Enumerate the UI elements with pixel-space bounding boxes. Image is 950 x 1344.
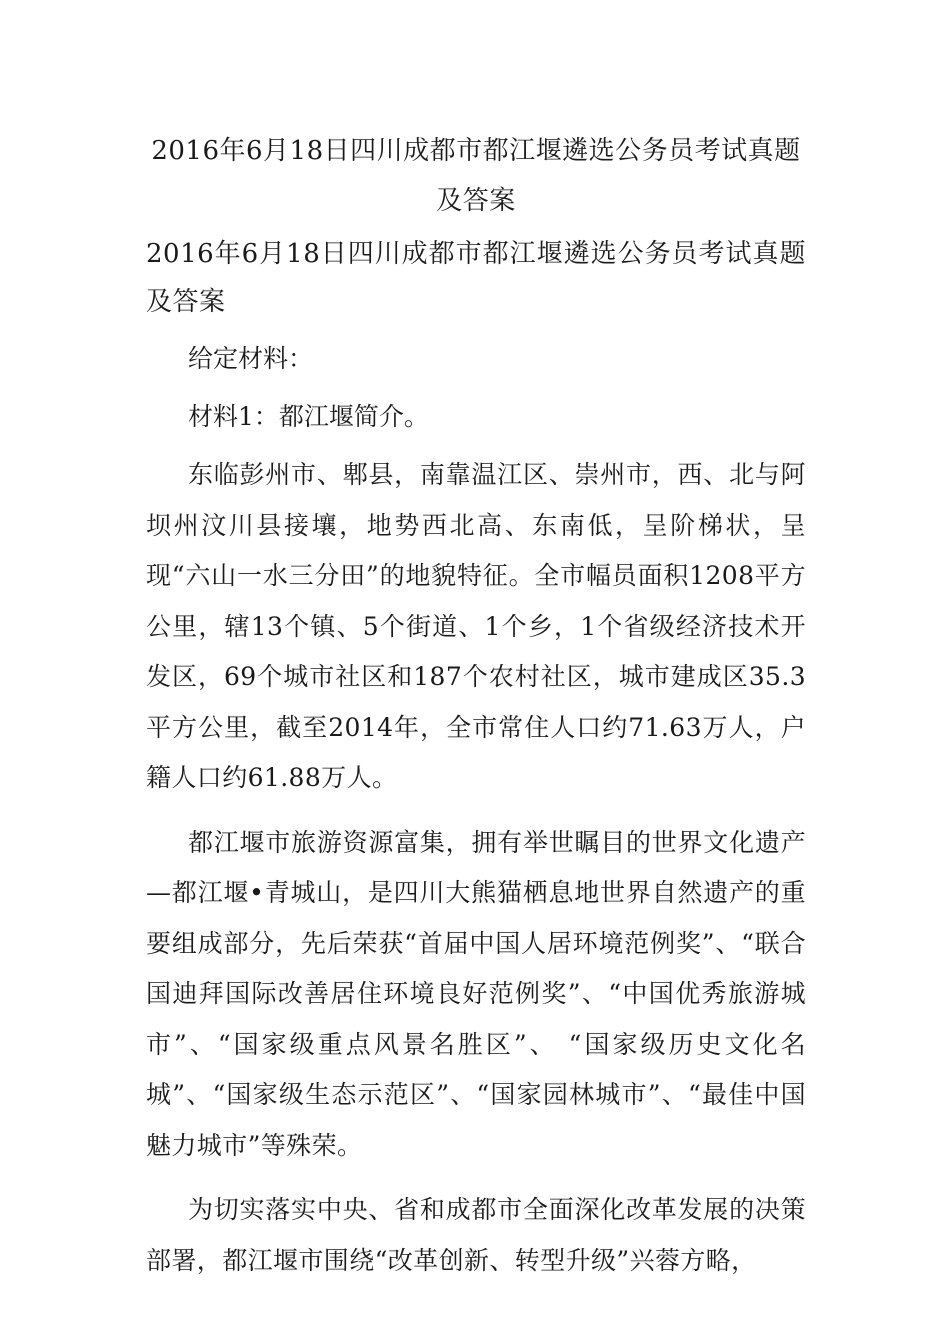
- document-title: 2016年6月18日四川成都市都江堰遴选公务员考试真题及答案: [151, 136, 801, 216]
- document-page: [146, 126, 806, 1286]
- paragraph-tourism: 都江堰市旅游资源富集，拥有举世瞩目的世界文化遗产—都江堰•青城山，是四川大熊猫栖息地世界自然遗产的重要组成部分，先后荣获“首届中国人居环境范例奖”、“联合国迪拜国际改善居住环境良好范例奖”、“中国优秀旅游城市”、“国家级重点风景名胜区”、 “国家级历史文化名城”、“国家级生态示范区”、“国家园林城市”、“最佳中国魅力城市”等殊荣。: [146, 827, 806, 1160]
- materials-label: 给定材料：: [188, 344, 314, 373]
- paragraph-reform: 为切实落实中央、省和成都市全面深化改革发展的决策部署，都江堰市围绕“改革创新、转型升级”兴蓉方略，: [146, 1195, 806, 1275]
- material-1-label: 材料1：都江堰简介。: [188, 402, 429, 431]
- paragraph-location: 东临彭州市、郫县，南靠温江区、崇州市，西、北与阿坝州汶川县接壤，地势西北高、东南低，呈阶梯状，呈现“六山一水三分田”的地貌特征。全市幅员面积1208平方公里，辖13个镇、5个街道、1个乡，1个省级经济技术开发区，69个城市社区和187个农村社区，城市建成区35.3平方公里，截至2014年，全市常住人口约71.63万人，户籍人口约61.88万人。: [146, 460, 806, 792]
- document-subtitle: 2016年6月18日四川成都市都江堰遴选公务员考试真题及答案: [146, 239, 806, 317]
